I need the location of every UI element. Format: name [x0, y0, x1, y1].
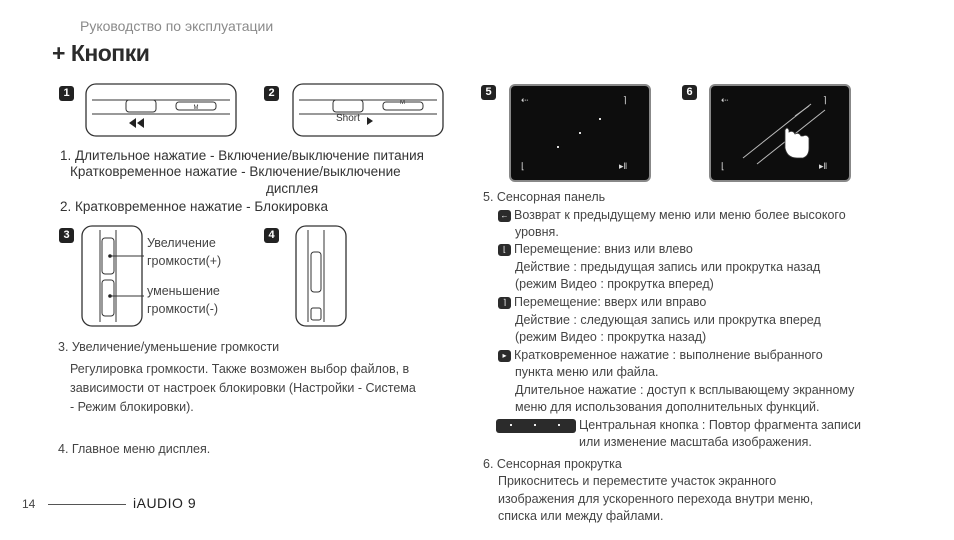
figure-number-1: 1 [59, 86, 74, 101]
title-text: Кнопки [70, 40, 150, 66]
figure-number-2: 2 [264, 86, 279, 101]
short-label: Short [336, 113, 360, 124]
section3-heading: 3. Увеличение/уменьшение громкости [58, 340, 280, 354]
volume-up-label: Увеличение громкости(+) [147, 236, 222, 268]
play-item [498, 346, 823, 364]
swipe-gesture-icon [711, 86, 849, 180]
down-text-2: Действие : предыдущая запись или прокрутка назад [515, 260, 821, 274]
center-text-2: или изменение масштаба изображения. [579, 435, 812, 449]
down-left-icon: ⌊ [498, 244, 511, 256]
volume-down-label: уменьшение громкости(-) [147, 284, 220, 316]
up-text-1: Перемещение: вверх или вправо [514, 295, 707, 309]
manual-header: Руководство по эксплуатации [80, 18, 274, 34]
device-top-view-2 [287, 82, 447, 140]
section3-body2: зависимости от настроек блокировки (Настройки - Система [70, 381, 416, 395]
back-icon: ← [498, 210, 511, 222]
center-item [496, 416, 861, 434]
section4-text: 4. Главное меню дисплея. [58, 442, 211, 456]
center-text-1: Центральная кнопка : Повтор фрагмента записи [579, 418, 861, 432]
section6-body3: списка или между файлами. [498, 509, 664, 523]
device-side-view-4 [292, 224, 352, 328]
play-pause-icon: ▸ [498, 350, 511, 362]
center-button-icon [496, 419, 576, 433]
figure-number-5: 5 [481, 85, 496, 100]
svg-text:M: M [193, 105, 199, 111]
up-text-3: (режим Видео : прокрутка назад) [515, 330, 707, 344]
section1-line4: 2. Кратковременное нажатие - Блокировка [60, 199, 329, 214]
corner-down-icon: ⌊ [721, 161, 725, 171]
play-text-1: Кратковременное нажатие : выполнение выбранного [514, 348, 823, 362]
down-text-3: (режим Видео : прокрутка вперед) [515, 277, 714, 291]
figure-number-3: 3 [59, 228, 74, 243]
device-side-view-3 [78, 224, 148, 328]
section1-line2: Кратковременное нажатие - Включение/выключение [70, 164, 401, 179]
up-item [498, 293, 706, 311]
page-number: 14 [22, 497, 36, 511]
footer-divider [48, 504, 126, 505]
corner-up-icon: ⌉ [823, 95, 827, 105]
play-text-4: меню для использования дополнительных функций. [515, 400, 820, 414]
back-item [498, 206, 846, 224]
device-top-view-1 [80, 82, 240, 140]
back-arrow-icon: ⇠ [521, 95, 529, 105]
section6-body1: Прикоснитесь и переместите участок экранного [498, 474, 777, 488]
corner-down-icon: ⌊ [521, 161, 525, 171]
play-text-2: пункта меню или файла. [515, 365, 659, 379]
plus-icon: + [52, 40, 65, 66]
section1-line1: 1. Длительное нажатие - Включение/выключение питания [60, 148, 424, 163]
back-arrow-icon: ⇠ [721, 95, 729, 105]
touch-panel-6 [709, 84, 851, 182]
play-text-3: Длительное нажатие : доступ к всплывающему экранному [515, 383, 855, 397]
section6-body2: изображения для ускоренного перехода внутри меню, [498, 492, 814, 506]
section3-body1: Регулировка громкости. Также возможен выбор файлов, в [70, 362, 410, 376]
section6-heading: 6. Сенсорная прокрутка [483, 457, 622, 471]
section5-heading: 5. Сенсорная панель [483, 190, 606, 204]
back-text-1: Возврат к предыдущему меню или меню более высокого [514, 208, 846, 222]
brand-name: iAUDIO 9 [133, 495, 197, 511]
down-text-1: Перемещение: вниз или влево [514, 242, 693, 256]
section3-body3: - Режим блокировки). [70, 400, 194, 414]
page-title [52, 40, 149, 67]
corner-up-icon: ⌉ [623, 95, 627, 105]
figure-number-4: 4 [264, 228, 279, 243]
m-label: M [400, 100, 405, 106]
touch-panel-5 [509, 84, 651, 182]
back-text-2: уровня. [515, 225, 559, 239]
section1-line3: дисплея [266, 181, 319, 196]
up-right-icon: ⌉ [498, 297, 511, 309]
play-pause-icon: ▸‖ [619, 161, 628, 171]
up-text-2: Действие : следующая запись или прокрутка вперед [515, 313, 821, 327]
figure-number-6: 6 [682, 85, 697, 100]
down-item [498, 240, 693, 258]
play-pause-icon: ▸‖ [819, 161, 828, 171]
